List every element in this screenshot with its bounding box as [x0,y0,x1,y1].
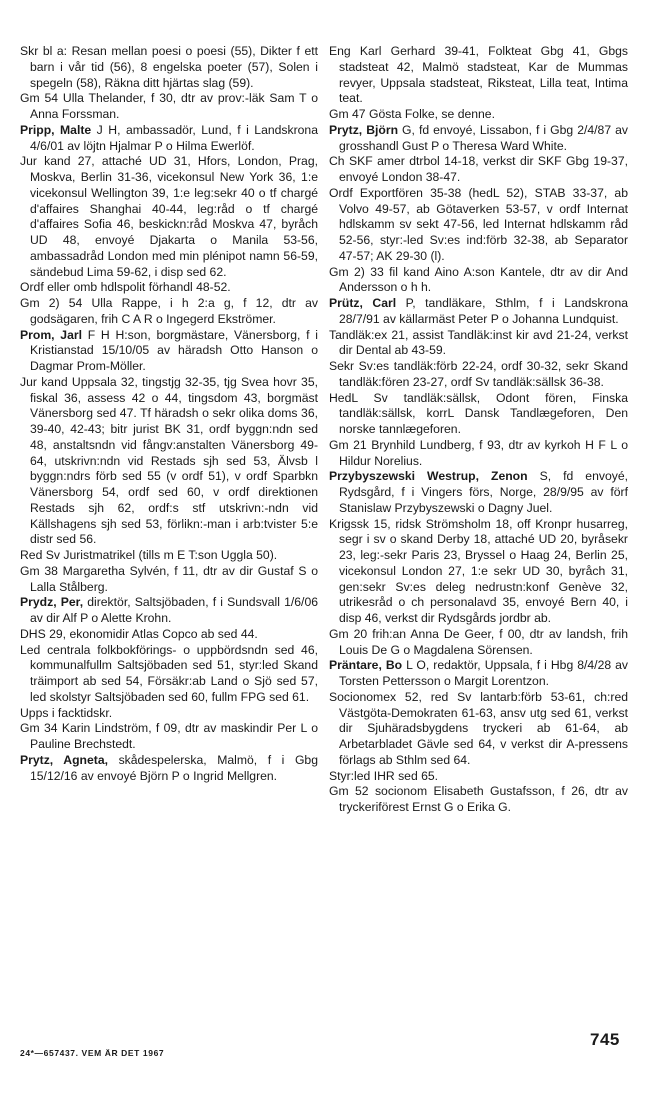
biography-paragraph [20,44,318,91]
entry-text: Sekr Sv:es tandläk:förb 22-24, ordf 30-32, sekr Skand tandläk:fören 23-27, ordf Sv tandläk:sällsk 36-38. [329,359,628,389]
entry-name: Prütz, Carl [329,296,397,310]
biography-paragraph [20,154,318,280]
biography-entry-heading [329,296,628,328]
entry-text: Eng Karl Gerhard 39-41, Folkteat Gbg 41, Gbgs stadsteat 42, Malmö stadsteat, Kar de Mummas revyer, Uppsala stadsteat, Riksteat, Lilla teat, Intima teat. [329,44,628,106]
right-column [329,44,628,816]
biography-paragraph [20,643,318,706]
entry-text: DHS 29, ekonomidir Atlas Copco ab sed 44. [20,626,258,641]
biography-paragraph [20,91,318,123]
entry-name: Prytz, Agneta, [20,752,108,767]
entry-text: Ch SKF amer dtrbol 14-18, verkst dir SKF Gbg 19-37, envoyé London 38-47. [329,154,628,184]
entry-name: Präntare, Bo [329,658,403,673]
biography-paragraph [20,296,318,328]
entry-name: Prydz, Per, [20,595,84,610]
biography-paragraph [329,265,628,297]
entry-text: Krigssk 15, ridsk Strömsholm 18, off Kronpr husarreg, segr i sv o skand Derby 18, attaché UD 20, byråsekr 23, leg:-sekr Paris 23, Bryssel o Haag 24, Berlin 25, vicekonsul London 27, 1:e sekr UD 30, byråch 31, gen:sekr Sv:es deleg nedrustn:konf Genève 32, utrikesråd o ch personalavd 35, envoyé Bern 40, i disp 46, verkst dir Rydsgårds jordbr ab. [329,516,628,625]
biography-entry-heading [20,123,318,155]
entry-text: L O, redaktör, Uppsala, f i Hbg 8/4/28 av Torsten Pettersson o Margit Lorentzon. [339,658,628,688]
entry-text: Upps i facktidskr. [20,705,113,720]
left-column [20,44,318,784]
entry-name: Pripp, Malte [20,122,92,137]
entry-name: Prom, Jarl [20,327,82,342]
biography-paragraph [329,438,628,470]
entry-text: Jur kand 27, attaché UD 31, Hfors, London, Prag, Moskva, Berlin 31-36, vicekonsul New York 36, 1:e vicekonsul Wellington 39, 1:e leg:sekr 40 o tf chargé d'affaires Shanghai 40-44, leg:råd o tf chargé d'affaires Sofia 46, beskickn:råd Moskva 47, byråch UD 48, envoyé Djakarta o Manila 53-56, ambassadråd London med min plénipot namn 56-59, sändebud Lima 59-62, i disp sed 62. [20,154,318,279]
entry-text: S, fd envoyé, Rydsgård, f i Vingers förs, Norge, 28/9/95 av förf Stanislaw Przybyszewski o Dagny Juel. [339,469,628,515]
biography-paragraph [329,359,628,391]
biography-paragraph [20,706,318,722]
biography-entry-heading [20,328,318,375]
biography-paragraph [329,784,628,816]
entry-text: Ordf eller omb hdlspolit förhandl 48-52. [20,280,231,295]
entry-text: P, tandläkare, Sthlm, f i Landskrona 28/7/91 av källarmäst Peter P o Johanna Lundquist. [339,296,629,326]
entry-text: Gm 2) 33 fil kand Aino A:son Kantele, dtr av dir And Andersson o h h. [329,264,628,295]
entry-text: Gm 20 frih:an Anna De Geer, f 00, dtr av landsh, frih Louis De G o Magdalena Sörensen. [329,626,628,657]
entry-text: F H H:son, borgmästare, Vänersborg, f i Kristianstad 15/10/05 av häradsh Otto Hanson o Dagmar Prom-Möller. [30,327,318,373]
entry-text: G, fd envoyé, Lissabon, f i Gbg 2/4/87 av grosshandl Gust P o Theresa Ward White. [339,122,628,153]
entry-text: Skr bl a: Resan mellan poesi o poesi (55), Dikter f ett barn i vår tid (56), 8 engelska poeter (57), Solen i spegeln (58), Räkna ditt hjärtas slag (59). [20,44,318,90]
biography-paragraph [20,564,318,596]
entry-text: direktör, Saltsjöbaden, f i Sundsvall 1/6/06 av dir Alf P o Alette Krohn. [30,595,318,625]
entry-text: Socionomex 52, red Sv lantarb:förb 53-61, ch:red Västgöta-Demokraten 61-63, ansv utg sed 61, verkst dir Sjuhäradsbygdens tryckeri ab 61-64, ab Arbetarbladet Gävle sed 64, v verkst dir A-pressens förlags ab Sthlm sed 64. [329,689,628,767]
biography-paragraph [20,721,318,753]
entry-text: Jur kand Uppsala 32, tingstjg 32-35, tjg Svea hovr 35, fiskal 36, assess 42 o 44, tingsdom 43, borgmäst Vänersborg sed 47. Tf häradsh o sekr olika doms 36, 39-40, 42-43; bitr jurist BK 31, ordf byggn:ndn sed 48, anstaltsndn vid fångv:anstalten Vänersborg 49-64, utskrivn:ndn vid Restads sjh sed 53, Älvsb l byggn:ndrs förb sed 55 (v ordf 51), v ordf Sparbkn Vänersborg 54, ordf sed 60, v ordf direktionen Restads sjh 62, ordf:s stf utskrivn:-ndn vid Källshagens sjh sed 53, förlikn:-man i arb:tvister 5:e distr sed 56. [20,374,318,547]
biography-entry-heading [329,123,628,155]
biography-paragraph [329,44,628,107]
entry-text: Gm 34 Karin Lindström, f 09, dtr av maskindir Per L o Pauline Brechstedt. [20,721,318,751]
biography-paragraph [20,375,318,548]
biography-entry-heading [20,595,318,627]
entry-text: Tandläk:ex 21, assist Tandläk:inst kir avd 21-24, verkst dir Dental ab 43-59. [329,327,628,358]
biography-paragraph [329,627,628,659]
biography-paragraph [20,548,318,564]
entry-text: J H, ambassadör, Lund, f i Landskrona 4/6/01 av löjtn Hjalmar P o Hilma Ewerlöf. [30,122,318,153]
biography-entry-heading [20,753,318,785]
biography-paragraph [329,517,628,627]
entry-text: Gm 47 Gösta Folke, se denne. [329,107,495,121]
entry-name: Prytz, Björn [329,122,399,137]
biography-paragraph [20,627,318,643]
biography-paragraph [329,107,628,123]
entry-name: Przybyszewski Westrup, Zenon [329,469,528,484]
entry-text: Styr:led IHR sed 65. [329,768,439,783]
biography-paragraph [329,769,628,785]
entry-text: Gm 52 socionom Elisabeth Gustafsson, f 26, dtr av tryckeriförest Ernst G o Erika G. [329,784,628,814]
biography-paragraph [329,391,628,438]
biography-entry-heading [329,658,628,690]
biography-paragraph [329,690,628,769]
biography-entry-heading [329,469,628,516]
page-number: 745 [590,1030,620,1049]
entry-text: Gm 2) 54 Ulla Rappe, i h 2:a g, f 12, dtr av godsägaren, frih C A R o Ingegerd Ekströmer. [20,296,318,326]
entry-text: Red Sv Juristmatrikel (tills m E T:son Uggla 50). [20,548,278,562]
entry-text: Gm 21 Brynhild Lundberg, f 93, dtr av kyrkoh H F L o Hildur Norelius. [329,437,628,468]
biography-paragraph [329,154,628,186]
biography-paragraph [329,186,628,265]
entry-text: HedL Sv tandläk:sällsk, Odont fören, Finska tandläk:sällsk, korrL Dansk Tandlægeforen, Den norske tannlægeforen. [329,390,628,436]
entry-text: Gm 54 Ulla Thelander, f 30, dtr av prov:-läk Sam T o Anna Forssman. [20,91,318,121]
printer-imprint: 24*—657437. VEM ÄR DET 1967 [20,1048,165,1058]
entry-text: Led centrala folkbokförings- o uppbördsndn sed 46, kommunalfullm Saltsjöbaden sed 51, styr:led Skand träimport ab sed 54, Försäkr:ab Land o Sjö sed 57, led skolstyr Saltsjöbaden sed 60, fullm FPG sed 61. [20,642,318,704]
entry-text: Gm 38 Margaretha Sylvén, f 11, dtr av dir Gustaf S o Lalla Stålberg. [20,563,318,594]
entry-text: skådespelerska, Malmö, f i Gbg 15/12/16 av envoyé Björn P o Ingrid Mellgren. [30,752,318,783]
entry-text: Ordf Exportfören 35-38 (hedL 52), STAB 33-37, ab Volvo 49-57, ab Götaverken 53-57, v ordf Internat hdlskamm sv sekt 47-56, led Internat hdlskamm råd 52-56, styr:-led Sv:es ind:förb 32-38, ab Separator 47-57; AK 29-30 (l). [329,185,628,263]
biography-paragraph [20,280,318,296]
biography-paragraph [329,328,628,360]
